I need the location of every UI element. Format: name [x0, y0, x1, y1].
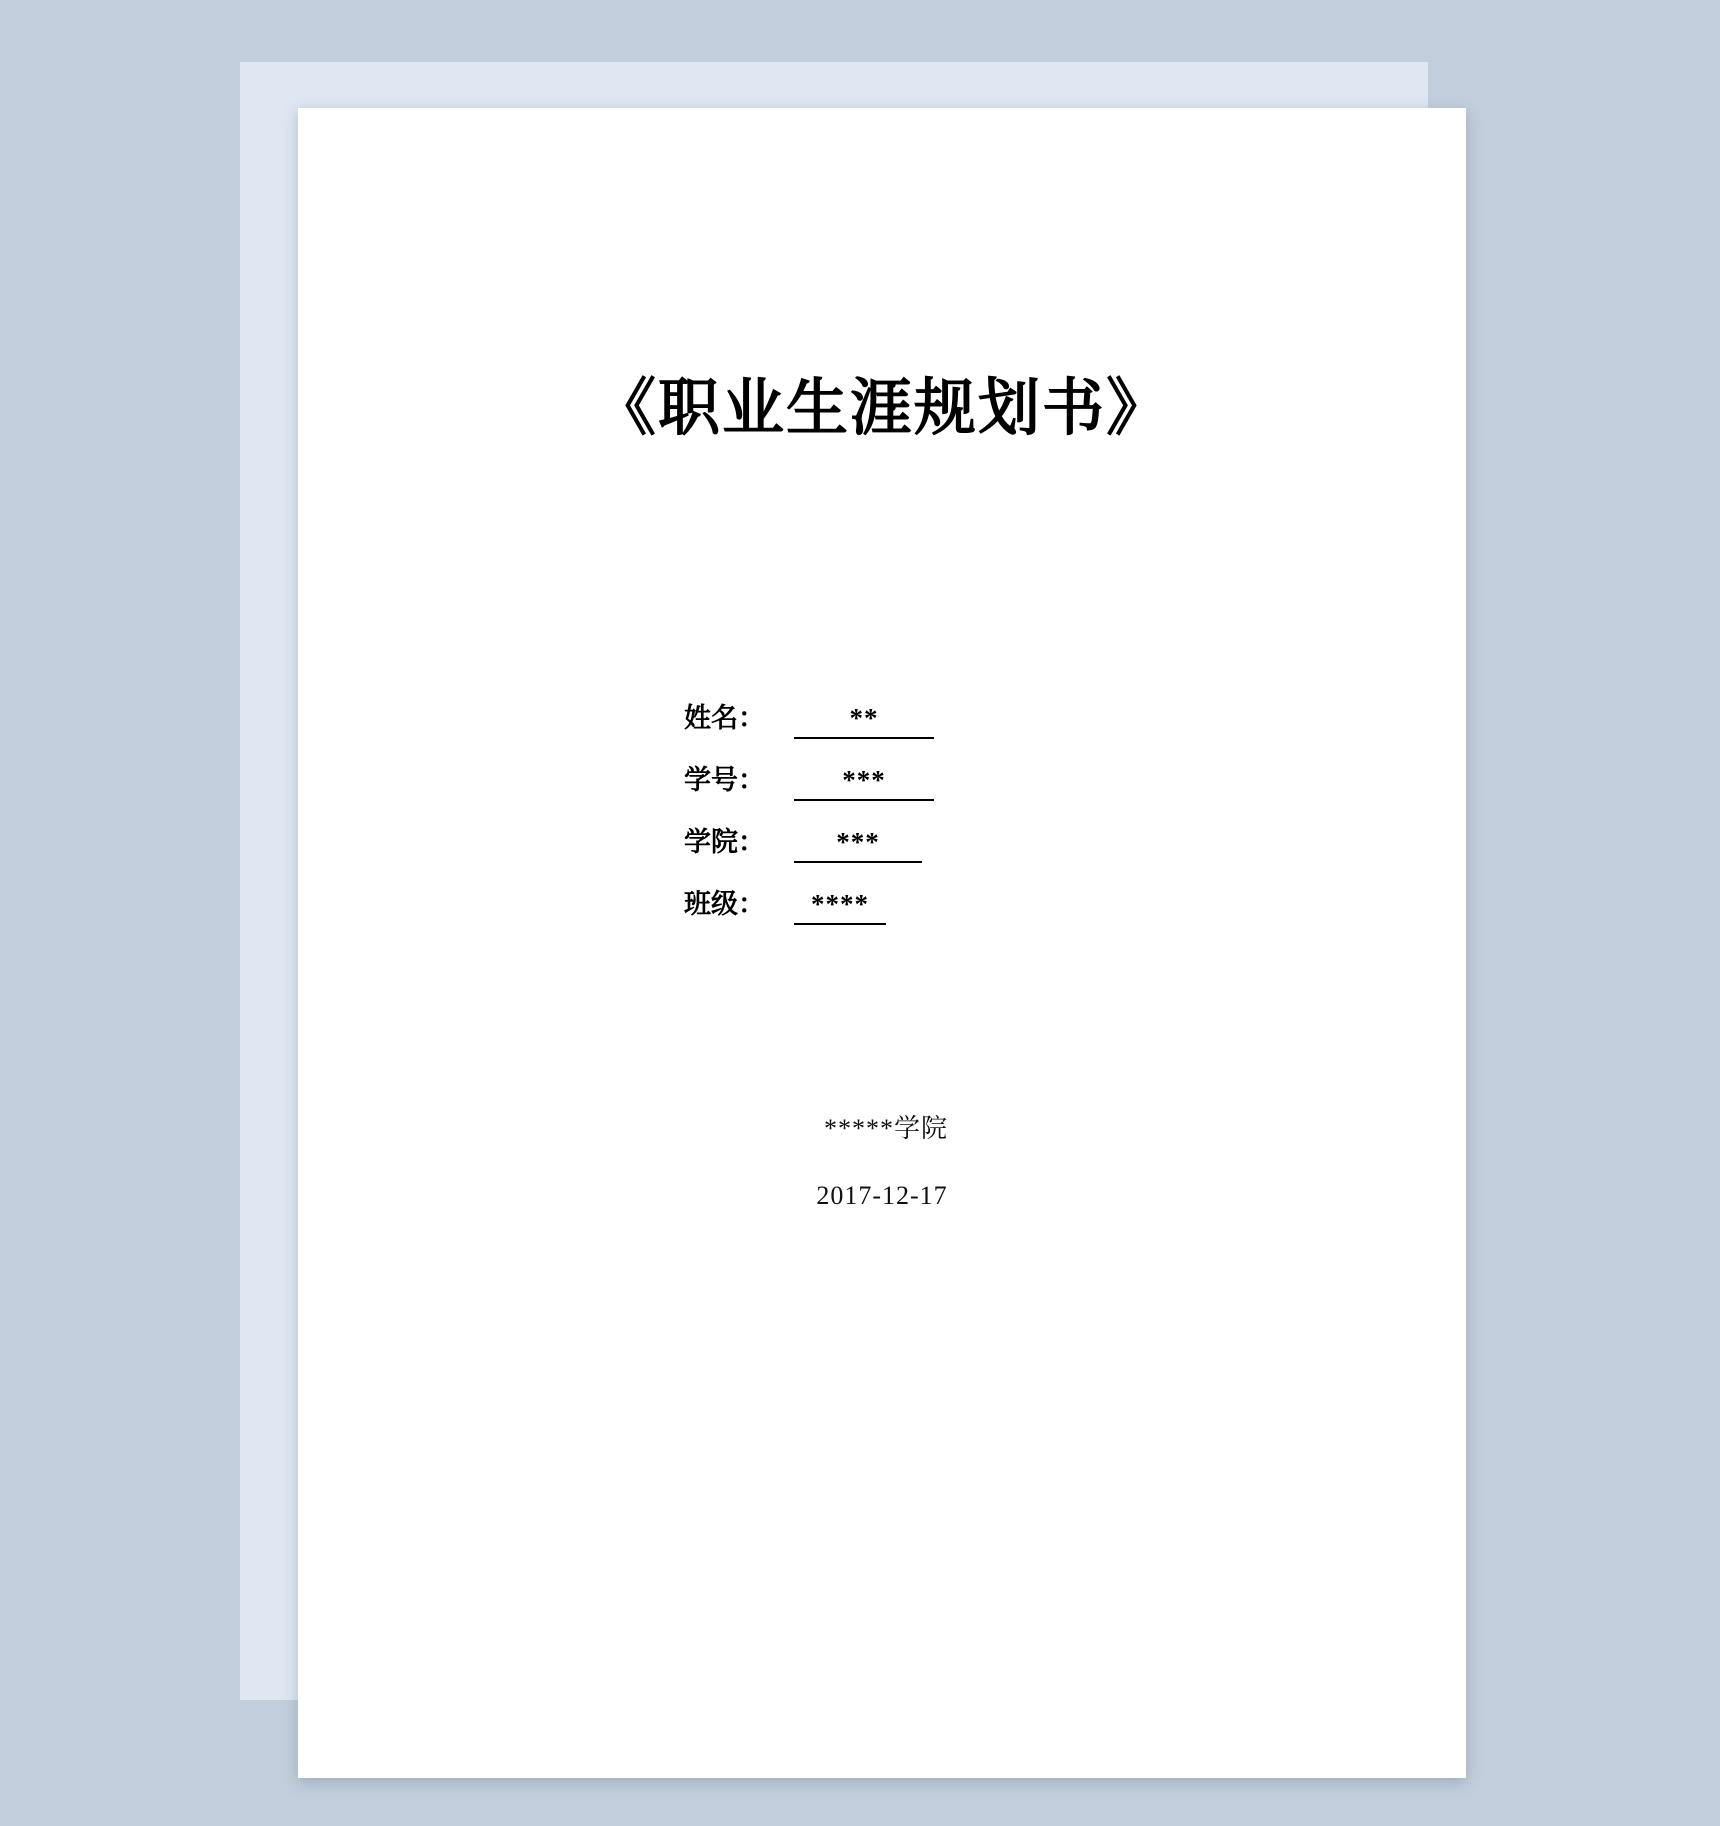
field-value-class[interactable]: ****: [794, 889, 886, 925]
cover-footer: [298, 1108, 1466, 1211]
field-row-student-id: [684, 758, 1244, 798]
document-page: [298, 108, 1466, 1778]
field-label-class: 班级：: [684, 889, 765, 919]
footer-date: 2017-12-17: [816, 1181, 948, 1210]
field-row-college: [684, 820, 1244, 860]
field-value-student-id[interactable]: ***: [794, 765, 934, 801]
cover-fields: [684, 696, 1244, 944]
field-row-class: [684, 882, 1244, 922]
field-label-college: 学院：: [684, 827, 765, 857]
field-value-college[interactable]: ***: [794, 827, 922, 863]
field-row-name: [684, 696, 1244, 736]
field-label-student-id: 学号：: [684, 765, 765, 795]
footer-organization: *****学院: [823, 1114, 948, 1143]
field-label-name: 姓名：: [684, 703, 765, 733]
page-title: 《职业生涯规划书》: [593, 375, 1170, 443]
field-value-name[interactable]: **: [794, 703, 934, 739]
